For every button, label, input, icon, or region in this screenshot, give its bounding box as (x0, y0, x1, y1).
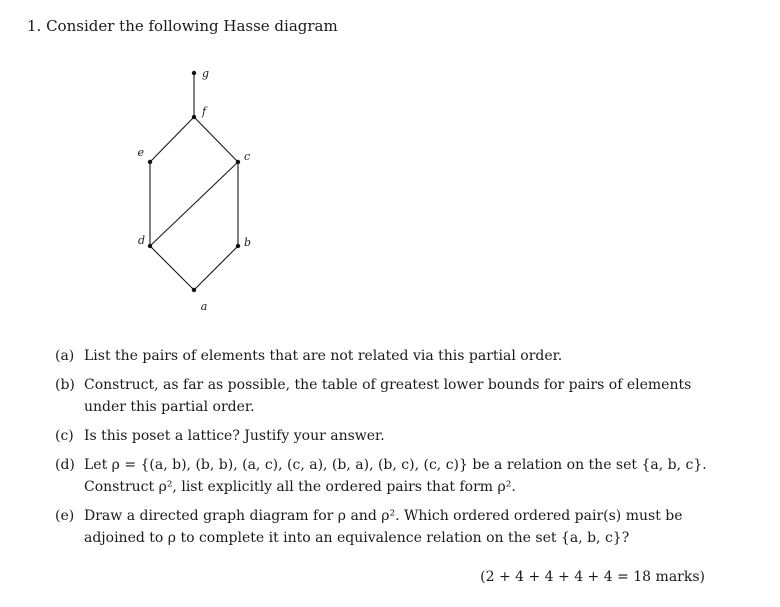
question-parts (55, 345, 715, 556)
node-e (148, 160, 152, 164)
node-label-g: g (202, 67, 210, 80)
part-a-label: (a) (55, 348, 75, 364)
edge-a-b (194, 246, 238, 290)
node-g (192, 71, 196, 75)
node-f (192, 115, 196, 119)
part-d-text: Let ρ = {(a, b), (b, b), (a, c), (c, a), (b, a), (b, c), (c, c)} be a relation on the set {a, b, c}. Construct ρ², list explicitly all the ordered pairs that form ρ². (84, 457, 707, 495)
part-b (55, 374, 715, 418)
node-label-d: d (137, 234, 145, 247)
edge-e-f (150, 117, 194, 162)
node-label-c: c (244, 150, 251, 163)
part-b-label: (b) (55, 377, 75, 393)
question-title: 1. Consider the following Hasse diagram (27, 17, 338, 35)
part-d-label: (d) (55, 457, 75, 473)
edge-a-d (150, 246, 194, 290)
edge-d-c (150, 162, 238, 246)
node-label-e: e (137, 146, 144, 159)
edge-c-f (194, 117, 238, 162)
node-d (148, 244, 152, 248)
part-e (55, 505, 715, 549)
marks-total: (2 + 4 + 4 + 4 + 4 = 18 marks) (480, 569, 705, 585)
part-c-label: (c) (55, 428, 74, 444)
part-c-text: Is this poset a lattice? Justify your answer. (84, 428, 385, 444)
node-b (236, 244, 240, 248)
hasse-edges (150, 73, 238, 290)
part-c (55, 425, 715, 447)
node-label-a: a (200, 300, 208, 313)
node-label-b: b (244, 236, 252, 249)
part-e-text: Draw a directed graph diagram for ρ and ρ². Which ordered ordered pair(s) must be adjoined to ρ to complete it into an equivalence relation on the set {a, b, c}? (84, 508, 683, 546)
node-a (192, 288, 196, 292)
part-d (55, 454, 715, 498)
node-label-f: f (202, 105, 207, 118)
part-e-label: (e) (55, 508, 75, 524)
part-a (55, 345, 715, 367)
part-b-text: Construct, as far as possible, the table of greatest lower bounds for pairs of elements under this partial order. (84, 377, 692, 415)
node-c (236, 160, 240, 164)
part-a-text: List the pairs of elements that are not related via this partial order. (84, 348, 563, 364)
